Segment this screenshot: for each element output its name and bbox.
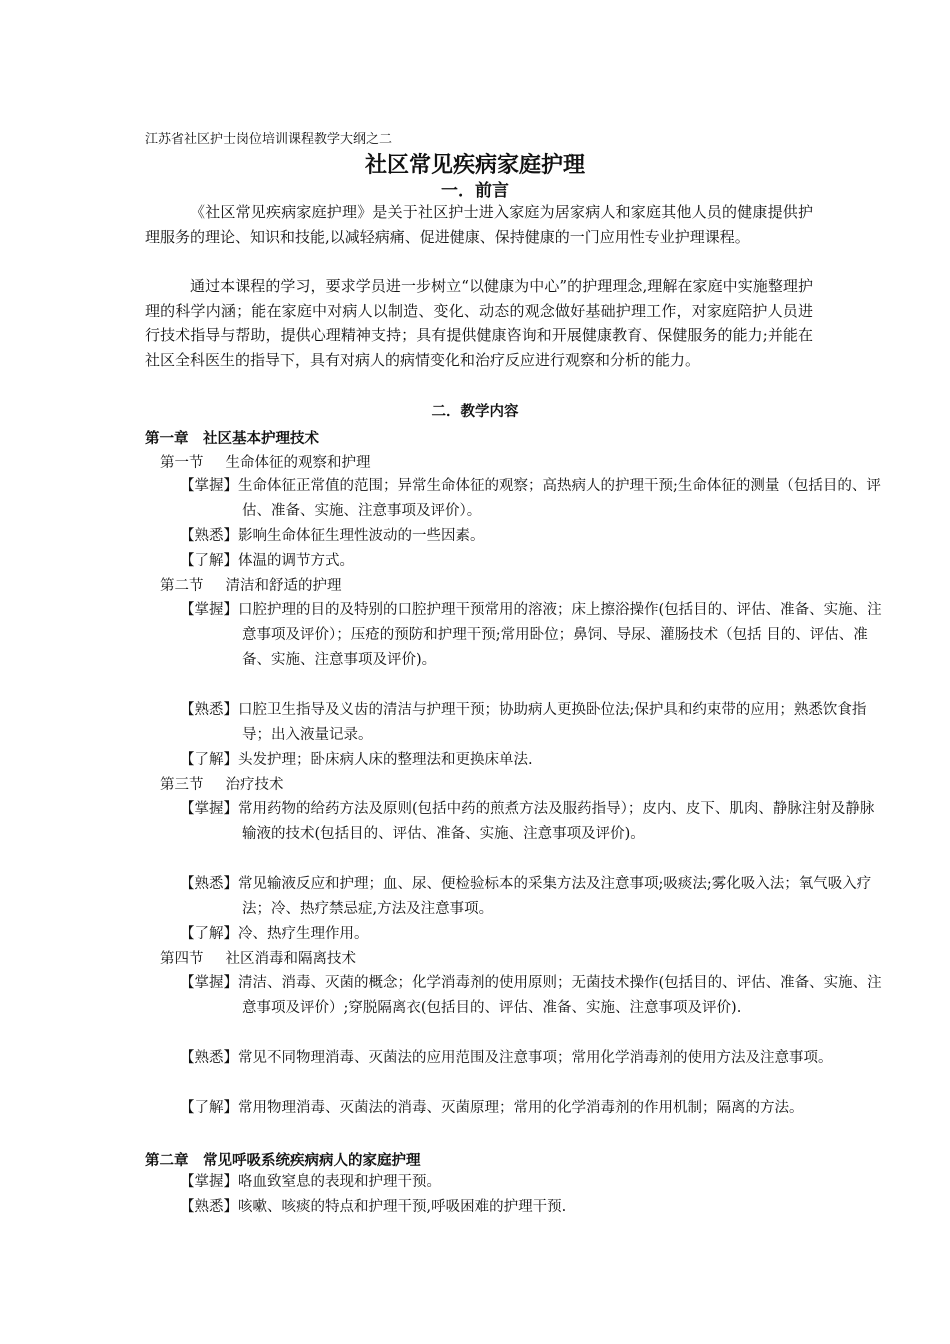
section-1-4 — [160, 947, 356, 968]
s1-familiar: 【熟悉】影响生命体征生理性波动的一些因素。 — [180, 528, 485, 544]
s2-know: 【了解】头发护理；卧床病人床的整理法和更换床单法. — [180, 752, 533, 768]
section-title: 生命体征的观察和护理 — [225, 455, 371, 471]
preface-paragraph-2: 通过本课程的学习，要求学员进一步树立“以健康为中心”的护理理念,理解在家庭中实施整理护理的科学内涵；能在家庭中对病人以制造、变化、动态的观念做好基础护理工作，对家庭陪护人员进行技术指导与帮助，提供心理精神支持；具有提供健康咨询和开展健康教育、保健服务的能力;并能在社区全科医生的指导下，具有对病人的病情变化和治疗反应进行观察和分析的能力。 — [145, 277, 813, 369]
preface-heading: 一．前言 — [441, 181, 509, 201]
section-number: 第二节 — [160, 578, 204, 594]
series-line: 江苏省社区护士岗位培训课程教学大纲之二 — [145, 132, 393, 147]
s3-familiar: 【熟悉】常见输液反应和护理；血、尿、便检验标本的采集方法及注意事项;吸痰法;雾化吸入法；氧气吸入疗法；冷、热疗禁忌症,方法及注意事项。 — [180, 876, 872, 917]
section-title: 治疗技术 — [225, 777, 284, 793]
content-heading: 二．教学内容 — [431, 403, 519, 420]
s2-master: 【掌握】口腔护理的目的及特别的口腔护理干预常用的溶液；床上擦浴操作(包括目的、评估、准备、实施、注意事项及评价）；压疮的预防和护理干预;常用卧位；鼻饲、导尿、灌肠技术（包括 目的、评估、准备、实施、注意事项及评价)。 — [180, 602, 882, 668]
s4-know: 【了解】常用物理消毒、灭菌法的消毒、灭菌原理；常用的化学消毒剂的作用机制；隔离的方法。 — [180, 1100, 804, 1116]
s1-know: 【了解】体温的调节方式。 — [180, 553, 354, 569]
s4-master: 【掌握】清洁、消毒、灭菌的概念；化学消毒剂的使用原则；无菌技术操作(包括目的、评估、准备、实施、注意事项及评价）;穿脱隔离衣(包括目的、评估、准备、实施、注意事项及评价). — [180, 975, 882, 1016]
s4-familiar: 【熟悉】常见不同物理消毒、灭菌法的应用范围及注意事项；常用化学消毒剂的使用方法及注意事项。 — [180, 1050, 833, 1066]
preface-paragraph-1: 《社区常见疾病家庭护理》是关于社区护士进入家庭为居家病人和家庭其他人员的健康提供护理服务的理论、知识和技能,以减轻病痛、促进健康、保持健康的一门应用性专业护理课程。 — [145, 203, 813, 246]
s3-know: 【了解】冷、热疗生理作用。 — [180, 926, 369, 942]
ch2-familiar: 【熟悉】咳嗽、咳痰的特点和护理干预,呼吸困难的护理干预. — [180, 1199, 567, 1215]
section-title: 社区消毒和隔离技术 — [225, 951, 356, 967]
section-title: 清洁和舒适的护理 — [225, 578, 342, 594]
chapter-1-title: 第一章 社区基本护理技术 — [145, 430, 319, 447]
s2-familiar: 【熟悉】口腔卫生指导及义齿的清洁与护理干预；协助病人更换卧位法;保护具和约束带的应用；熟悉饮食指导；出入液量记录。 — [180, 702, 867, 743]
section-1-2 — [160, 574, 342, 595]
s1-master: 【掌握】生命体征正常值的范围；异常生命体征的观察；高热病人的护理干预;生命体征的测量（包括目的、评估、准备、实施、注意事项及评价）。 — [180, 478, 881, 519]
section-1-1 — [160, 451, 371, 472]
chapter-2-title: 第二章 常见呼吸系统疾病病人的家庭护理 — [145, 1152, 421, 1169]
section-1-3 — [160, 773, 284, 794]
ch2-master: 【掌握】咯血致窒息的表现和护理干预。 — [180, 1174, 441, 1190]
section-number: 第三节 — [160, 777, 204, 793]
s3-master: 【掌握】常用药物的给药方法及原则(包括中药的煎煮方法及服药指导）；皮内、皮下、肌肉、静脉注射及静脉输液的技术(包括目的、评估、准备、实施、注意事项及评价)。 — [180, 801, 875, 842]
section-number: 第四节 — [160, 951, 204, 967]
section-number: 第一节 — [160, 455, 204, 471]
page-title: 社区常见疾病家庭护理 — [364, 152, 585, 178]
